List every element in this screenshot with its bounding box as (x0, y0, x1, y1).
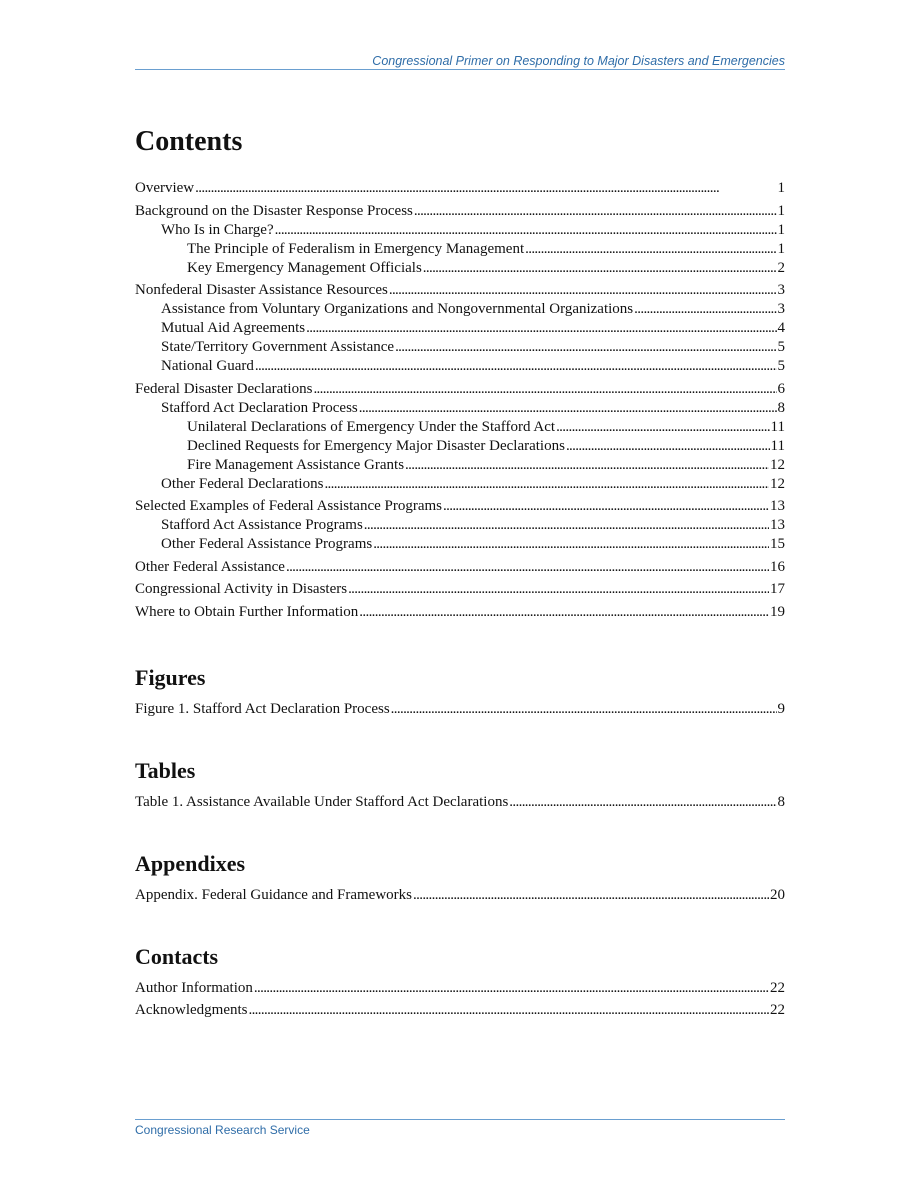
toc-entry[interactable] (135, 259, 785, 278)
toc-entry-page: 11 (770, 437, 785, 454)
toc-entry-page: 2 (777, 259, 785, 276)
tables-heading: Tables (135, 757, 196, 783)
toc-entry[interactable] (135, 202, 785, 221)
toc-page (135, 123, 785, 1020)
toc-entry[interactable] (135, 300, 785, 319)
dot-leader (286, 558, 769, 577)
running-header: Congressional Primer on Responding to Major Disasters and Emergencies (372, 54, 785, 68)
toc-entry[interactable] (135, 437, 785, 456)
toc-entry[interactable] (135, 886, 785, 905)
dot-leader (391, 700, 777, 719)
toc-entry-title: Declined Requests for Emergency Major Disaster Declarations (187, 437, 565, 454)
dot-leader (443, 497, 769, 516)
toc-entry-page: 5 (777, 339, 785, 355)
toc-entry-title: Where to Obtain Further Information (135, 603, 359, 620)
toc-entry-title: Other Federal Declarations (161, 475, 324, 492)
toc-entry-page: 12 (770, 475, 785, 492)
appendixes-section (135, 850, 785, 905)
dot-leader (634, 300, 776, 319)
tables-list (135, 793, 785, 812)
contents-section (135, 123, 785, 622)
toc-entry[interactable] (135, 179, 785, 198)
toc-entry-title: Author Information (135, 979, 253, 996)
contacts-list (135, 979, 785, 1021)
appendixes-list (135, 886, 785, 905)
toc-entry-title: Assistance from Voluntary Organizations and Nongovernmental Organizations (161, 301, 634, 317)
dot-leader (414, 202, 777, 221)
toc-entry-title: Federal Disaster Declarations (135, 380, 313, 397)
footer-rule (135, 1119, 785, 1120)
toc-entry-page: 12 (770, 456, 785, 473)
dot-leader (389, 281, 777, 300)
dot-leader (405, 456, 769, 475)
toc-entry[interactable] (135, 338, 785, 357)
toc-entry[interactable] (135, 558, 785, 577)
toc-entry[interactable] (135, 240, 785, 259)
toc-entry-title: Fire Management Assistance Grants (187, 456, 405, 473)
toc-entry-page: 4 (777, 320, 785, 336)
toc-entry-title: Table 1. Assistance Available Under Stafford Act Declarations (135, 793, 509, 810)
toc-entry[interactable] (135, 979, 785, 998)
dot-leader (348, 580, 769, 599)
toc-entry-title: Appendix. Federal Guidance and Frameworks (135, 886, 413, 903)
figures-list (135, 700, 785, 719)
contents-heading: Contents (135, 126, 243, 157)
dot-leader (395, 338, 776, 357)
toc-entry[interactable] (135, 580, 785, 599)
tables-section (135, 757, 785, 812)
toc-entry-page: 1 (777, 240, 785, 257)
toc-entry-title: Selected Examples of Federal Assistance Programs (135, 498, 443, 514)
toc-entry-page: 17 (770, 581, 785, 597)
dot-leader (275, 221, 777, 240)
toc-entry-title: Mutual Aid Agreements (161, 320, 306, 336)
dot-leader (556, 418, 769, 437)
toc-entry[interactable] (135, 603, 785, 622)
contacts-heading: Contacts (135, 943, 219, 969)
toc-entry-page: 1 (777, 202, 785, 219)
toc-entry-page: 1 (777, 221, 785, 238)
toc-entry[interactable] (135, 456, 785, 475)
toc-entry-title: Unilateral Declarations of Emergency Under the Stafford Act (187, 418, 556, 435)
toc-entry[interactable] (135, 516, 785, 535)
toc-entry-page: 9 (777, 700, 785, 717)
toc-entry-page: 15 (770, 536, 785, 552)
toc-entry-title: Key Emergency Management Officials (187, 259, 422, 276)
toc-entry-page: 13 (770, 498, 785, 514)
dot-leader (254, 979, 769, 998)
toc-entry-page: 20 (770, 886, 785, 903)
toc-entry-title: Who Is in Charge? (161, 221, 274, 238)
header-rule (135, 69, 785, 70)
dot-leader (313, 380, 776, 399)
toc-entry-title: Other Federal Assistance Programs (161, 536, 373, 552)
toc-entry-page: 11 (770, 418, 785, 435)
toc-entry-title: Background on the Disaster Response Process (135, 202, 413, 219)
dot-leader (255, 357, 777, 376)
toc-entry[interactable] (135, 221, 785, 240)
toc-entry[interactable] (135, 535, 785, 554)
dot-leader (306, 319, 776, 338)
dot-leader (566, 437, 770, 456)
toc-entry-page: 3 (777, 301, 785, 317)
toc-entry-title: Other Federal Assistance (135, 558, 285, 575)
toc-entry-title: Nonfederal Disaster Assistance Resources (135, 282, 388, 298)
toc-entry-page: 5 (777, 358, 785, 374)
dot-leader (413, 886, 769, 905)
contents-list (135, 179, 785, 622)
toc-entry[interactable] (135, 700, 785, 719)
appendixes-heading: Appendixes (135, 850, 246, 876)
toc-entry-title: Congressional Activity in Disasters (135, 581, 348, 597)
toc-entry-page: 8 (777, 399, 785, 416)
toc-entry-page: 1 (777, 180, 785, 196)
toc-entry[interactable] (135, 497, 785, 516)
toc-entry-title: National Guard (161, 358, 254, 374)
toc-entry[interactable] (135, 357, 785, 376)
toc-entry[interactable] (135, 1001, 785, 1020)
dot-leader (423, 259, 777, 278)
contacts-section (135, 943, 785, 1021)
toc-entry-title: State/Territory Government Assistance (161, 339, 395, 355)
dot-leader (248, 1001, 769, 1020)
dot-leader (324, 475, 769, 494)
toc-entry-page: 3 (777, 282, 785, 298)
toc-entry-page: 16 (770, 558, 785, 575)
toc-entry[interactable] (135, 793, 785, 812)
toc-entry[interactable] (135, 399, 785, 418)
dot-leader (359, 603, 769, 622)
toc-entry-title: Overview (135, 180, 195, 196)
toc-entry[interactable] (135, 475, 785, 494)
toc-entry-page: 13 (770, 517, 785, 533)
toc-entry-page: 22 (770, 979, 785, 996)
dot-leader (364, 516, 769, 535)
toc-entry-page: 8 (777, 793, 785, 810)
dot-leader (195, 179, 776, 198)
toc-entry[interactable] (135, 281, 785, 300)
dot-leader (509, 793, 776, 812)
toc-entry-title: Figure 1. Stafford Act Declaration Process (135, 700, 390, 717)
toc-entry[interactable] (135, 418, 785, 437)
dot-leader (373, 535, 769, 554)
toc-entry-title: Acknowledgments (135, 1002, 248, 1018)
dot-leader (359, 399, 777, 418)
toc-entry[interactable] (135, 380, 785, 399)
toc-entry-title: Stafford Act Declaration Process (161, 399, 358, 416)
toc-entry-page: 6 (777, 380, 785, 397)
figures-heading: Figures (135, 664, 206, 690)
toc-entry-page: 22 (770, 1002, 785, 1018)
figures-section (135, 664, 785, 719)
dot-leader (525, 240, 776, 259)
toc-entry-page: 19 (770, 603, 785, 620)
toc-entry-title: The Principle of Federalism in Emergency Management (187, 240, 525, 257)
toc-entry[interactable] (135, 319, 785, 338)
footer-publisher: Congressional Research Service (135, 1123, 310, 1137)
toc-entry-title: Stafford Act Assistance Programs (161, 517, 363, 533)
